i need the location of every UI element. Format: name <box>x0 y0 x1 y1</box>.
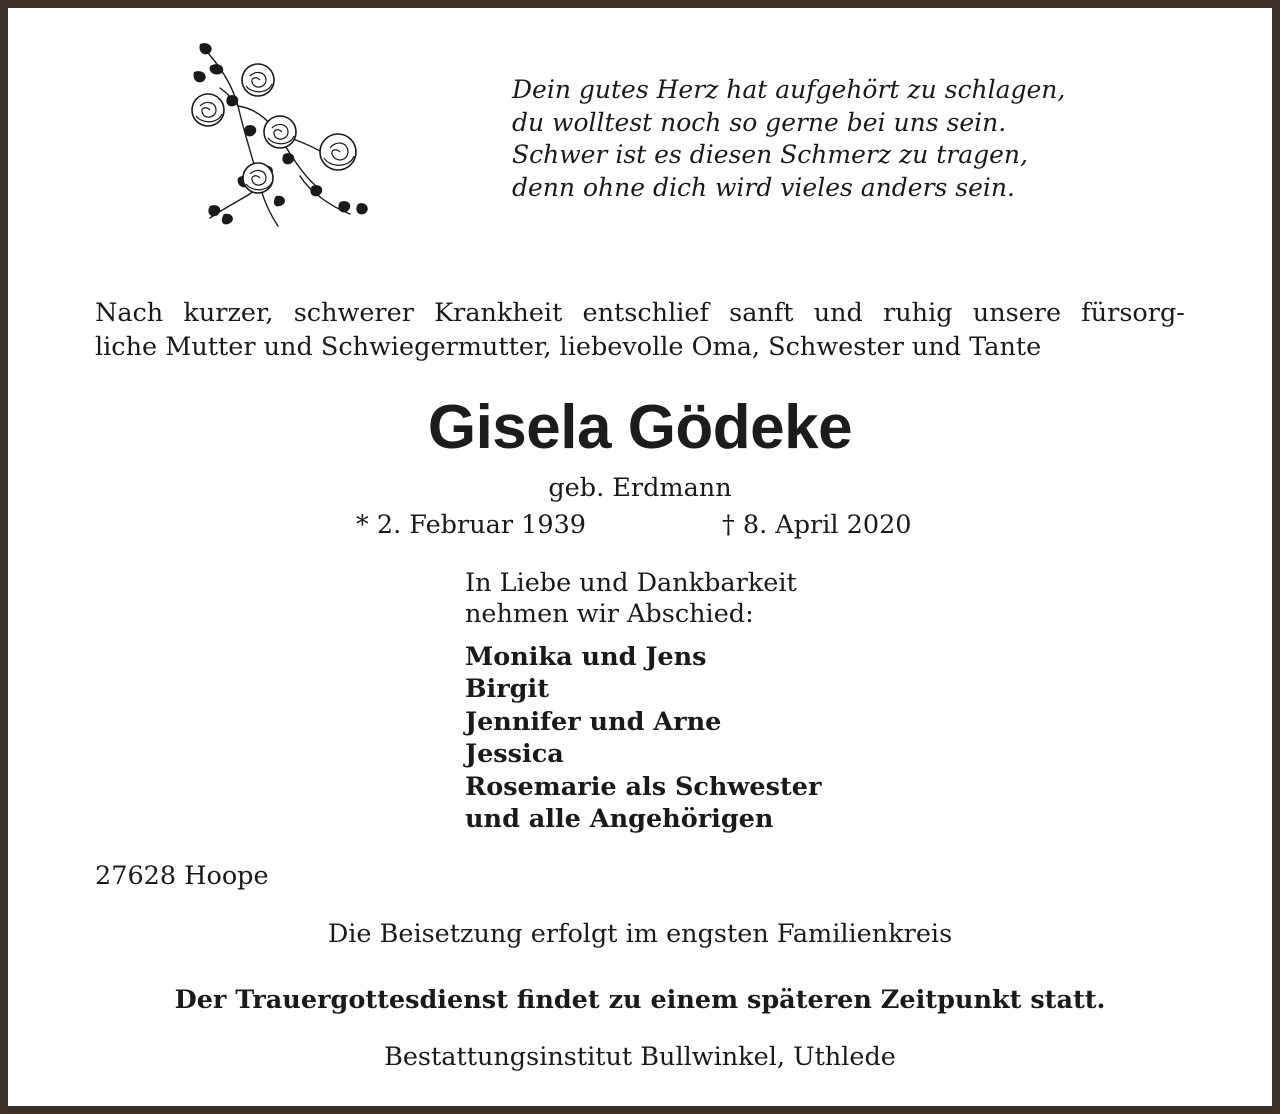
mourner: Jessica <box>465 739 564 770</box>
intro-word: schwerer <box>293 298 414 328</box>
poem <box>512 74 1065 204</box>
intro-word: entschlief <box>582 298 709 328</box>
death-date: † 8. April 2020 <box>722 510 912 540</box>
mourner: Birgit <box>465 674 549 705</box>
intro-word: kurzer, <box>183 298 274 328</box>
intro-word: Nach <box>95 298 164 328</box>
intro-line-2: liche Mutter und Schwiegermutter, liebevolle Oma, Schwester und Tante <box>95 332 1042 362</box>
roses-illustration-icon <box>180 36 380 231</box>
intro-word: ruhig <box>883 298 953 328</box>
mourner: Rosemarie als Schwester <box>465 771 822 802</box>
service-note: Der Trauergottesdienst findet zu einem späteren Zeitpunkt statt. <box>174 985 1106 1015</box>
mourners-list <box>465 641 821 835</box>
mourner: Monika und Jens <box>465 642 707 672</box>
location: 27628 Hoope <box>95 861 269 891</box>
intro-word: unsere <box>972 298 1062 328</box>
intro-word: Krankheit <box>434 298 563 328</box>
intro-word: sanft <box>729 298 794 328</box>
farewell-line: In Liebe und Dankbarkeit <box>465 568 797 598</box>
poem-line: Dein gutes Herz hat aufgehört zu schlagen, <box>512 75 1066 104</box>
intro-word: und <box>813 298 863 328</box>
intro-word: fürsorg- <box>1081 298 1185 328</box>
born-name: geb. Erdmann <box>548 473 732 503</box>
poem-line: du wolltest noch so gerne bei uns sein. <box>512 107 1007 137</box>
poem-line: denn ohne dich wird vieles anders sein. <box>512 172 1015 202</box>
deceased-name: Gisela Gödeke <box>427 393 853 462</box>
intro-line-1 <box>95 296 1185 330</box>
farewell-text <box>465 568 797 630</box>
birth-date: * 2. Februar 1939 <box>356 510 587 540</box>
burial-note: Die Beisetzung erfolgt im engsten Familienkreis <box>327 919 953 949</box>
intro-text <box>95 296 1185 364</box>
mourner: und alle Angehörigen <box>465 804 774 835</box>
mourner: Jennifer und Arne <box>465 706 722 737</box>
undertaker: Bestattungsinstitut Bullwinkel, Uthlede <box>384 1042 896 1072</box>
farewell-line: nehmen wir Abschied: <box>465 599 754 629</box>
poem-line: Schwer ist es diesen Schmerz zu tragen, <box>512 140 1028 169</box>
